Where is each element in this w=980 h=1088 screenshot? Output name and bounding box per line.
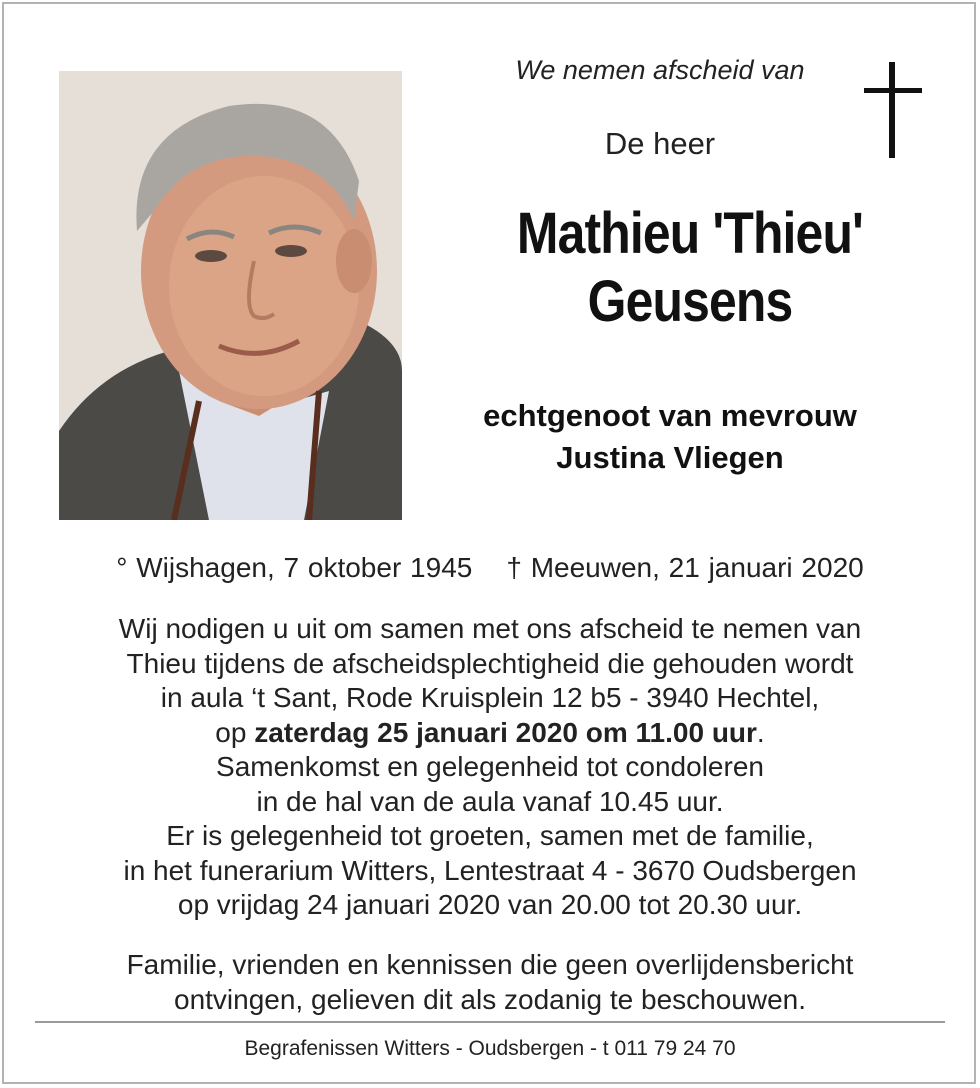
invitation-line: Wij nodigen u uit om samen met ons afscheid te nemen van bbox=[118, 613, 862, 644]
deceased-name bbox=[458, 200, 922, 336]
life-dates bbox=[40, 552, 940, 584]
ceremony-suffix: . bbox=[756, 716, 765, 748]
name-line-2: Geusens bbox=[587, 269, 793, 334]
invitation-line: op vrijdag 24 januari 2020 van 20.00 tot 20.30 uur. bbox=[177, 889, 803, 920]
closing-text bbox=[30, 948, 950, 1017]
portrait-photo bbox=[59, 71, 402, 520]
divider bbox=[35, 1021, 945, 1023]
closing-line-2: ontvingen, gelieven dit als zodanig te beschouwen. bbox=[174, 983, 806, 1015]
invitation-line: Thieu tijdens de afscheidsplechtigheid die gehouden wordt bbox=[126, 647, 854, 679]
footer-funeral-home: Begrafenissen Witters - Oudsbergen - t 011 79 24 70 bbox=[244, 1037, 736, 1060]
closing-line-1: Familie, vrienden en kennissen die geen overlijdensbericht bbox=[126, 949, 854, 980]
birth-date: ° Wijshagen, 7 oktober 1945 bbox=[116, 552, 473, 583]
intro-text: We nemen afscheid van bbox=[515, 55, 805, 85]
ceremony-prefix: op bbox=[215, 716, 255, 748]
invitation-line: Samenkomst en gelegenheid tot condoleren bbox=[216, 751, 764, 782]
death-date: † Meeuwen, 21 januari 2020 bbox=[506, 552, 864, 583]
ceremony-line bbox=[30, 716, 950, 751]
invitation-line: in de hal van de aula vanaf 10.45 uur. bbox=[256, 785, 724, 817]
invitation-line: in het funerarium Witters, Lentestraat 4 - 3670 Oudsbergen bbox=[123, 854, 857, 886]
invitation-text bbox=[30, 612, 950, 923]
invitation-line: in aula ‘t Sant, Rode Kruisplein 12 b5 - 3940 Hechtel, bbox=[160, 682, 820, 713]
spouse-info bbox=[420, 395, 920, 479]
spouse-line-1: echtgenoot van mevrouw bbox=[483, 398, 857, 433]
honorific: De heer bbox=[604, 126, 716, 161]
name-line-1: Mathieu 'Thieu' bbox=[516, 201, 864, 266]
ceremony-datetime: zaterdag 25 januari 2020 om 11.00 uur bbox=[254, 716, 757, 748]
spouse-line-2: Justina Vliegen bbox=[556, 440, 784, 475]
invitation-line: Er is gelegenheid tot groeten, samen met de familie, bbox=[166, 820, 814, 851]
